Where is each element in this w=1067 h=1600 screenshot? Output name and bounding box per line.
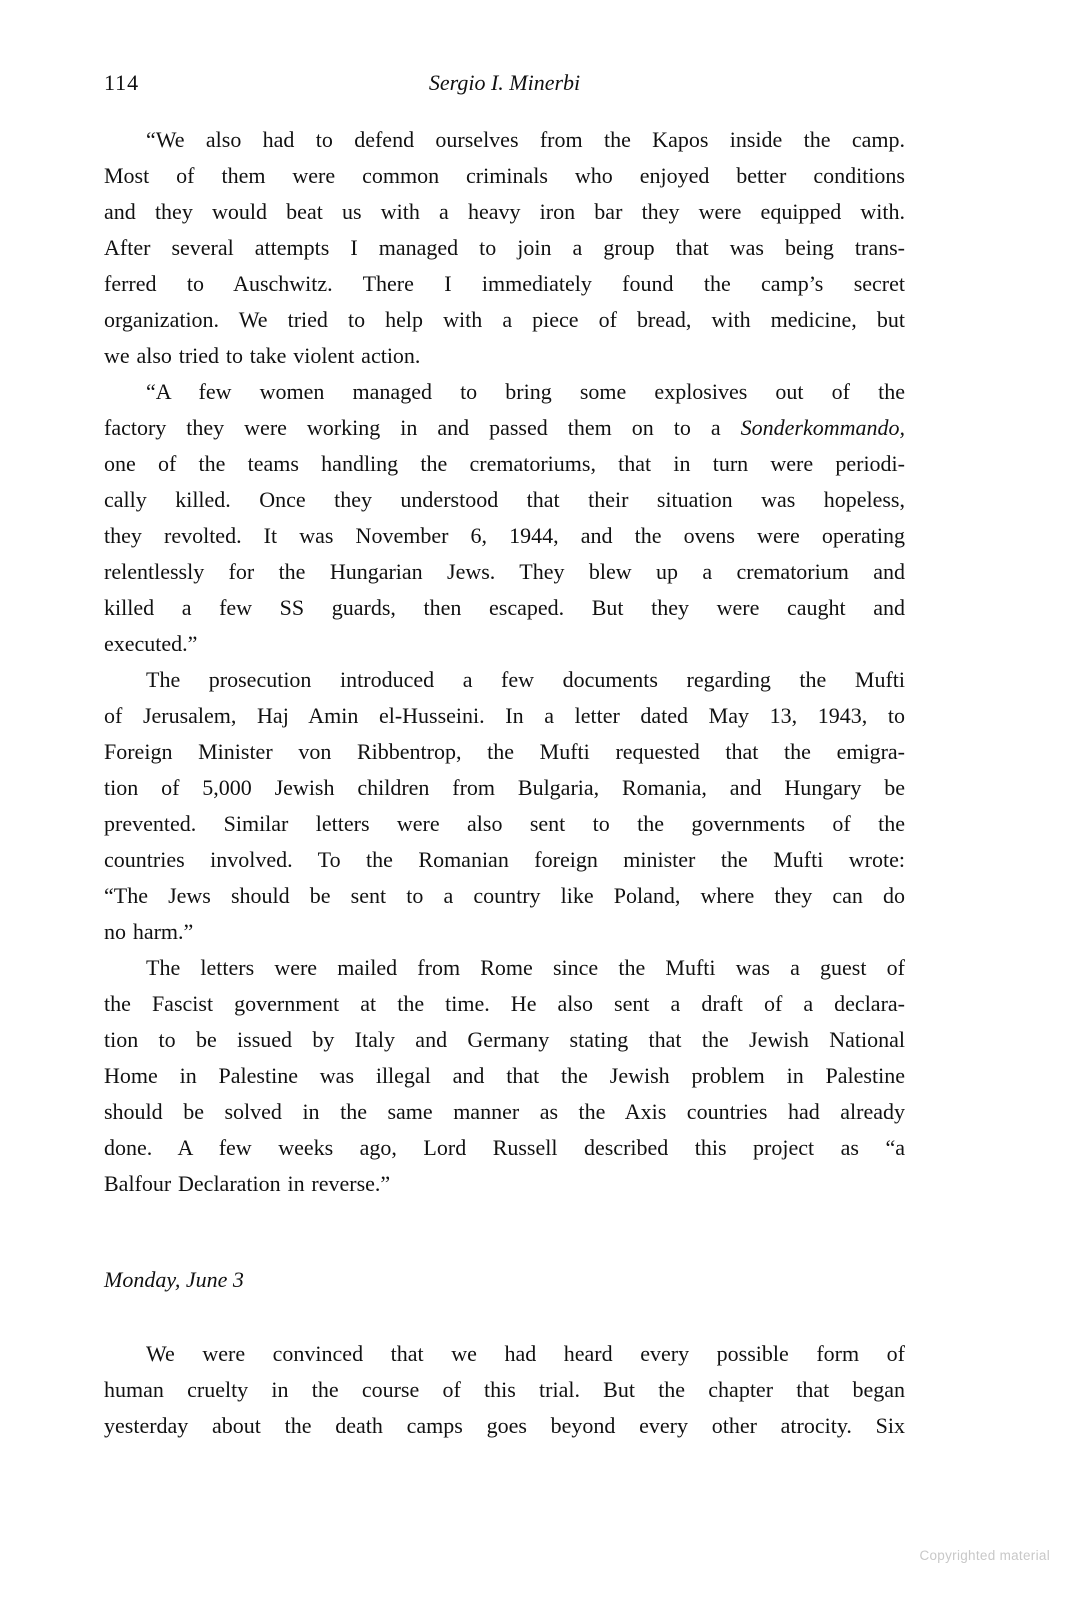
page-number: 114 — [104, 70, 140, 95]
text-line: should be solved in the same manner as the Axis countries had already — [104, 1099, 905, 1124]
text-line: Balfour Declaration in reverse.” — [104, 1171, 391, 1196]
text-line: yesterday about the death camps goes beyond every other atrocity. Six — [104, 1413, 905, 1438]
text-line: cally killed. Once they understood that their situation was hopeless, — [104, 487, 905, 512]
paragraph — [104, 374, 905, 662]
text-line: The letters were mailed from Rome since the Mufti was a guest of — [146, 955, 905, 980]
section-heading: Monday, June 3 — [104, 1267, 244, 1292]
text-line: executed.” — [104, 631, 198, 656]
paragraph — [104, 662, 905, 950]
copyright-notice: Copyrighted material — [919, 1548, 1050, 1563]
paragraph — [104, 950, 905, 1202]
text-line: we also tried to take violent action. — [104, 343, 421, 368]
text-line: prevented. Similar letters were also sent to the governments of the — [104, 811, 905, 836]
text-line: and they would beat us with a heavy iron bar they were equipped with. — [104, 199, 905, 224]
text-line: organization. We tried to help with a piece of bread, with medicine, but — [104, 307, 905, 332]
text-line: “The Jews should be sent to a country like Poland, where they can do — [104, 883, 905, 908]
text-line: the Fascist government at the time. He also sent a draft of a declara- — [104, 991, 905, 1016]
text-line: relentlessly for the Hungarian Jews. They blew up a crematorium and — [104, 559, 905, 584]
text-line: Most of them were common criminals who enjoyed better conditions — [104, 163, 905, 188]
text-line: ferred to Auschwitz. There I immediately found the camp’s secret — [104, 271, 905, 296]
text-line: human cruelty in the course of this trial. But the chapter that began — [104, 1377, 905, 1402]
paragraph — [104, 122, 905, 374]
text-line: countries involved. To the Romanian foreign minister the Mufti wrote: — [104, 847, 905, 872]
text-line: no harm.” — [104, 919, 194, 944]
running-head: Sergio I. Minerbi — [428, 70, 581, 95]
text-line: of Jerusalem, Haj Amin el-Husseini. In a letter dated May 13, 1943, to — [104, 703, 905, 728]
text-line: “We also had to defend ourselves from the Kapos inside the camp. — [146, 127, 905, 152]
text-line: tion to be issued by Italy and Germany stating that the Jewish National — [104, 1027, 905, 1052]
body-text — [104, 122, 905, 1444]
text-line: Foreign Minister von Ribbentrop, the Mufti requested that the emigra- — [104, 739, 905, 764]
text-line: they revolted. It was November 6, 1944, and the ovens were operating — [104, 523, 905, 548]
text-line: The prosecution introduced a few documents regarding the Mufti — [146, 667, 905, 692]
text-line: one of the teams handling the crematoriums, that in turn were periodi- — [104, 451, 905, 476]
italic-text: Sonderkommando, — [740, 415, 905, 440]
paragraph — [104, 1336, 905, 1444]
text-line: Home in Palestine was illegal and that the Jewish problem in Palestine — [104, 1063, 905, 1088]
text-line: done. A few weeks ago, Lord Russell described this project as “a — [104, 1135, 905, 1160]
text-line: tion of 5,000 Jewish children from Bulgaria, Romania, and Hungary be — [104, 775, 905, 800]
text-line: factory they were working in and passed them on to a Sonderkommando, — [104, 415, 905, 440]
text-line: After several attempts I managed to join a group that was being trans- — [104, 235, 905, 260]
text-line: “A few women managed to bring some explosives out of the — [146, 379, 905, 404]
text-line: We were convinced that we had heard every possible form of — [146, 1341, 905, 1366]
page-header — [104, 70, 905, 100]
text-line: killed a few SS guards, then escaped. But they were caught and — [104, 595, 905, 620]
